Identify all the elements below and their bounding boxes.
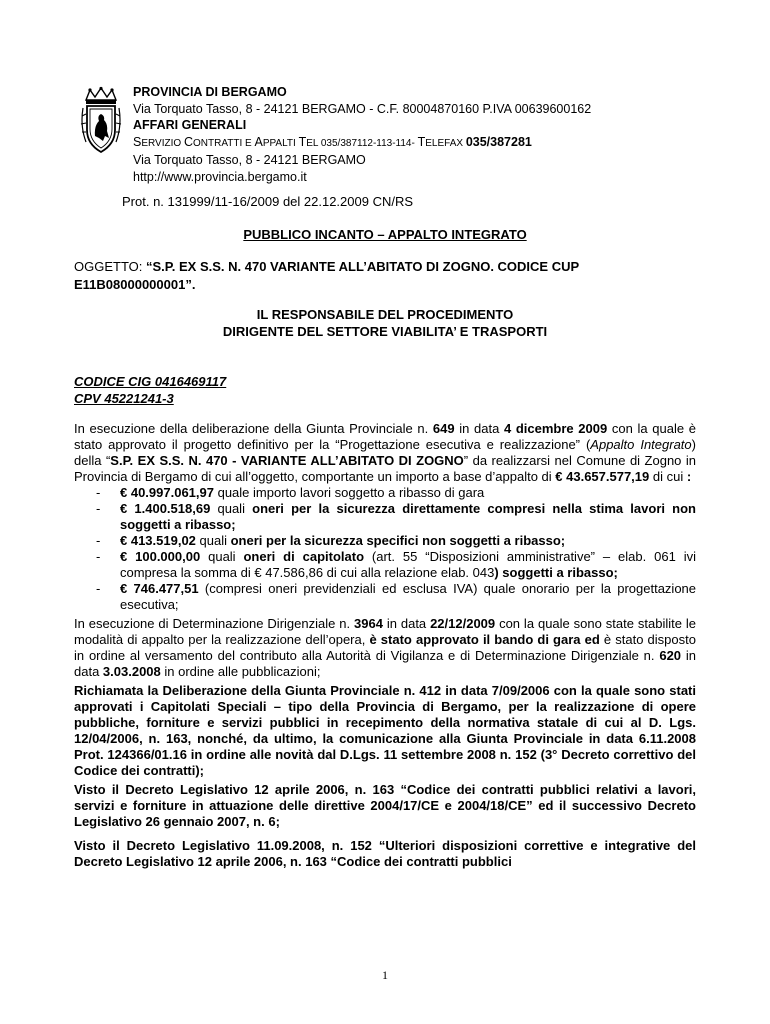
signatory-heading	[0, 306, 770, 340]
subject	[74, 258, 696, 294]
list-item: - € 1.400.518,69 quali oneri per la sicurezza direttamente compresi nella stima lavori non soggetti a ribasso;	[96, 501, 696, 532]
list-item: - € 413.519,02 quali oneri per la sicurezza specifici non soggetti a ribasso;	[96, 533, 566, 548]
subject-text: “S.P. EX S.S. N. 470 VARIANTE ALL’ABITATO DI ZOGNO. CODICE CUP E11B08000000001”.	[74, 259, 579, 292]
department-name: AFFARI GENERALI	[133, 118, 247, 132]
list-item: - € 40.997.061,97 quale importo lavori soggetto a ribasso di gara	[96, 485, 485, 500]
document-body	[74, 421, 696, 870]
cig-code: CODICE CIG 0416469117	[74, 374, 227, 389]
paragraph-dlgs-163: Visto il Decreto Legislativo 12 aprile 2006, n. 163 “Codice dei contratti pubblici relativi a lavori, servizi e forniture in attuazione delle direttive 2004/17/CE e 2004/18/CE” ed il successivo Decreto Legislativo 26 gennaio 2007, n. 6;	[74, 782, 696, 829]
list-item: - € 746.477,51 (compresi oneri previdenziali ed esclusa IVA) quale onorario per la progettazione esecutiva;	[96, 581, 697, 612]
website-link[interactable]: http://www.provincia.bergamo.it	[133, 169, 307, 184]
signatory-role: IL RESPONSABILE DEL PROCEDIMENTO	[256, 307, 514, 322]
cpv-code: CPV 45221241-3	[74, 391, 174, 406]
page-number: 1	[382, 968, 388, 982]
paragraph-dlgs-152: Visto il Decreto Legislativo 11.09.2008, n. 152 “Ulteriori disposizioni correttive e integrative del Decreto Legislativo 12 aprile 2006, n. 163 “Codice dei contratti pubblici	[74, 838, 696, 869]
subject-label: OGGETTO:	[74, 259, 146, 274]
signatory-sector: DIRIGENTE DEL SETTORE VIABILITA’ E TRASPORTI	[222, 324, 548, 339]
paragraph-determination: In esecuzione di Determinazione Dirigenziale n. 3964 in data 22/12/2009 con la quale sono state stabilite le modalità di appalto per la realizzazione dell’opera, è stato approvato il bando di gara ed è stato disposto in ordine al versamento del contributo alla Autorità di Vigilanza e di Determinazione Dirigenziale n. 620 in data 3.03.2008 in ordine alle pubblicazioni;	[74, 616, 696, 679]
protocol-number: Prot. n. 131999/11-16/2009 del 22.12.2009 CN/RS	[122, 194, 414, 209]
provincia-crest-icon	[80, 86, 122, 156]
document-title: PUBBLICO INCANTO – APPALTO INTEGRATO	[243, 227, 527, 242]
paragraph-deliberation: In esecuzione della deliberazione della Giunta Provinciale n. 649 in data 4 dicembre 2009 con la quale è stato approvato il progetto definitivo per la “Progettazione esecutiva e realizzazione” (Appalto Integrato) della “S.P. EX S.S. N. 470 - VARIANTE ALL’ABITATO DI ZOGNO” da realizzarsi nel Comune di Zogno in Provincia di Bergamo di cui all’oggetto, comportante un importo a base d’appalto di € 43.657.577,19 di cui :	[74, 421, 696, 484]
list-item: - € 100.000,00 quali oneri di capitolato (art. 55 “Disposizioni amministrative” – elab. 061 ivi compresa la somma di € 47.586,86 di cui alla relazione elab. 043) soggetti a ribasso;	[96, 549, 696, 580]
letterhead	[133, 84, 591, 185]
org-name: PROVINCIA DI BERGAMO	[133, 85, 287, 99]
org-address: Via Torquato Tasso, 8 - 24121 BERGAMO - C.F. 80004870160 P.IVA 00639600162	[133, 101, 592, 116]
service-address: Via Torquato Tasso, 8 - 24121 BERGAMO	[133, 153, 366, 167]
codes-block	[74, 373, 226, 407]
paragraph-capitolati: Richiamata la Deliberazione della Giunta Provinciale n. 412 in data 7/09/2006 con la quale sono stati approvati i Capitolati Speciali – tipo della Provincia di Bergamo, per la realizzazione di opere pubbliche, forniture e servizi pubblici in recepimento della normativa statale di cui al D. Lgs. 12/04/2006, n. 163, nonché, da ultimo, la comunicazione alla Giunta Provinciale in data 6.11.2008 Prot. 124366/01.16 in ordine alle novità dal D.Lgs. 11 settembre 2008 n. 152 (3° Decreto correttivo del Codice dei contratti);	[74, 683, 696, 778]
service-line: SERVIZIO CONTRATTI E APPALTI TEL 035/387112-113-114- TELEFAX 035/387281	[133, 134, 532, 149]
amount-list	[74, 485, 696, 613]
